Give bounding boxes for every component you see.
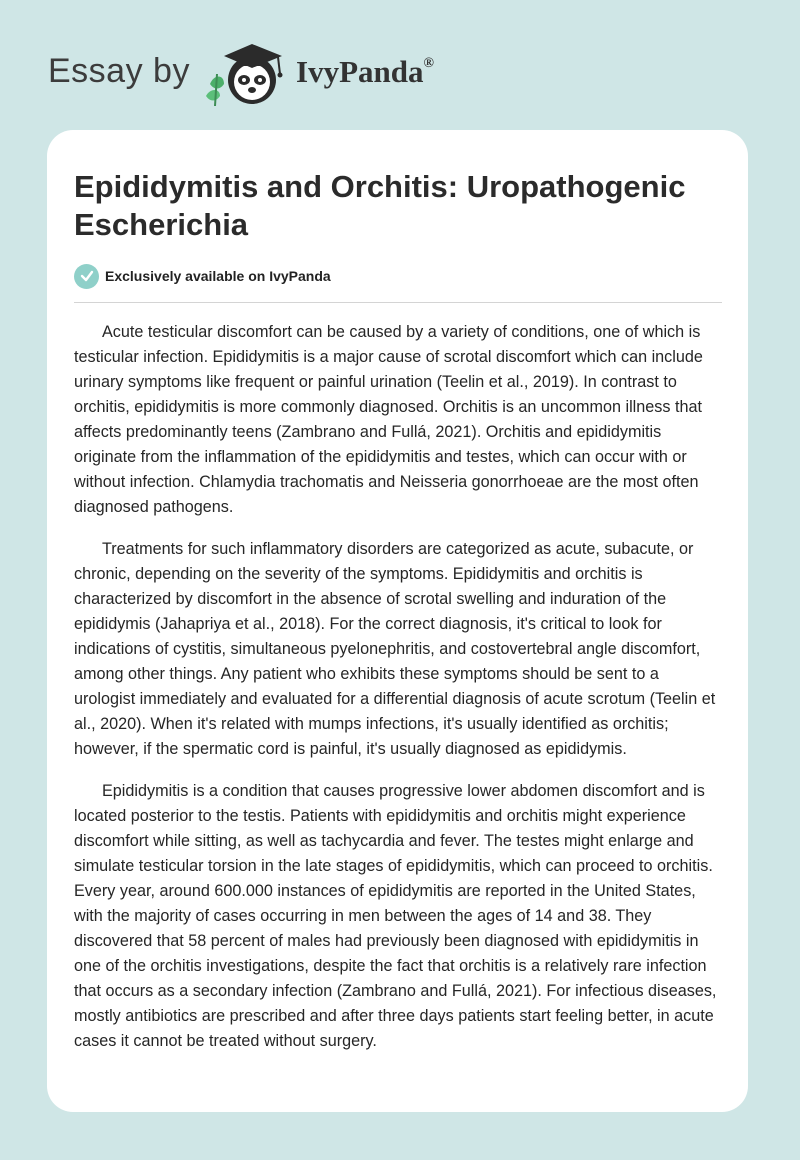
badge-label: Exclusively available on IvyPanda xyxy=(105,268,331,284)
brand-name[interactable] xyxy=(296,54,434,90)
paragraph: Treatments for such inflammatory disorders are categorized as acute, subacute, or chronic, depending on the severity of the symptoms. Epididymitis and orchitis is characterized by discomfort in the absence of scrotal swelling and induration of the epididymis (Jahapriya et al., 2018). For the correct diagnosis, it's critical to look for indications of cystitis, simultaneous pyelonephritis, and costovertebral angle discomfort, among other things. Any patient who exhibits these symptoms should be sent to a urologist immediately and evaluated for a differential diagnosis of acute scrotum (Teelin et al., 2020). When it's related with mumps infections, it's usually identified as orchitis; however, if the spermatic cord is painful, it's usually diagnosed as epididymis. xyxy=(74,540,716,758)
paragraph: Acute testicular discomfort can be caused by a variety of conditions, one of which is testicular infection. Epididymitis is a major cause of scrotal discomfort which can include urinary symptoms like frequent or painful urination (Teelin et al., 2019). In contrast to orchitis, epididymitis is more commonly diagnosed. Orchitis is an uncommon illness that affects predominantly teens (Zambrano and Fullá, 2021). Orchitis and epididymitis originate from the inflammation of the epididymitis and testes, which can occur with or without infection. Chlamydia trachomatis and Neisseria gonorrhoeae are the most often diagnosed pathogens. xyxy=(74,323,703,516)
page-title: Epididymitis and Orchitis: Uropathogenic Escherichia xyxy=(74,169,686,242)
brand-text: IvyPanda xyxy=(296,54,424,89)
essay-body xyxy=(74,320,724,1071)
divider xyxy=(74,302,722,303)
paragraph: Epididymitis is a condition that causes progressive lower abdomen discomfort and is located posterior to the testis. Patients with epididymitis and orchitis might experience discomfort while sitting, as well as tachycardia and fever. The testes might enlarge and simulate testicular torsion in the late stages of epididymitis, which can proceed to orchitis. Every year, around 600.000 instances of epididymitis are reported in the United States, with the majority of cases occurring in men between the ages of 14 and 38. They discovered that 58 percent of males had previously been diagnosed with epididymitis in one of the orchitis investigations, despite the fact that orchitis is a relatively rare infection that occurs as a secondary infection (Zambrano and Fullá, 2021). For infectious diseases, mostly antibiotics are prescribed and after three days patients start feeling better, in acute cases it cannot be treated without surgery. xyxy=(74,782,717,1050)
exclusive-badge xyxy=(74,263,331,289)
site-header xyxy=(48,34,648,110)
check-circle-icon xyxy=(74,264,99,289)
essay-by-label: Essay by xyxy=(48,52,190,90)
registered-mark: ® xyxy=(423,56,434,71)
panda-graduate-icon[interactable] xyxy=(200,34,296,110)
essay-card xyxy=(47,130,748,1112)
